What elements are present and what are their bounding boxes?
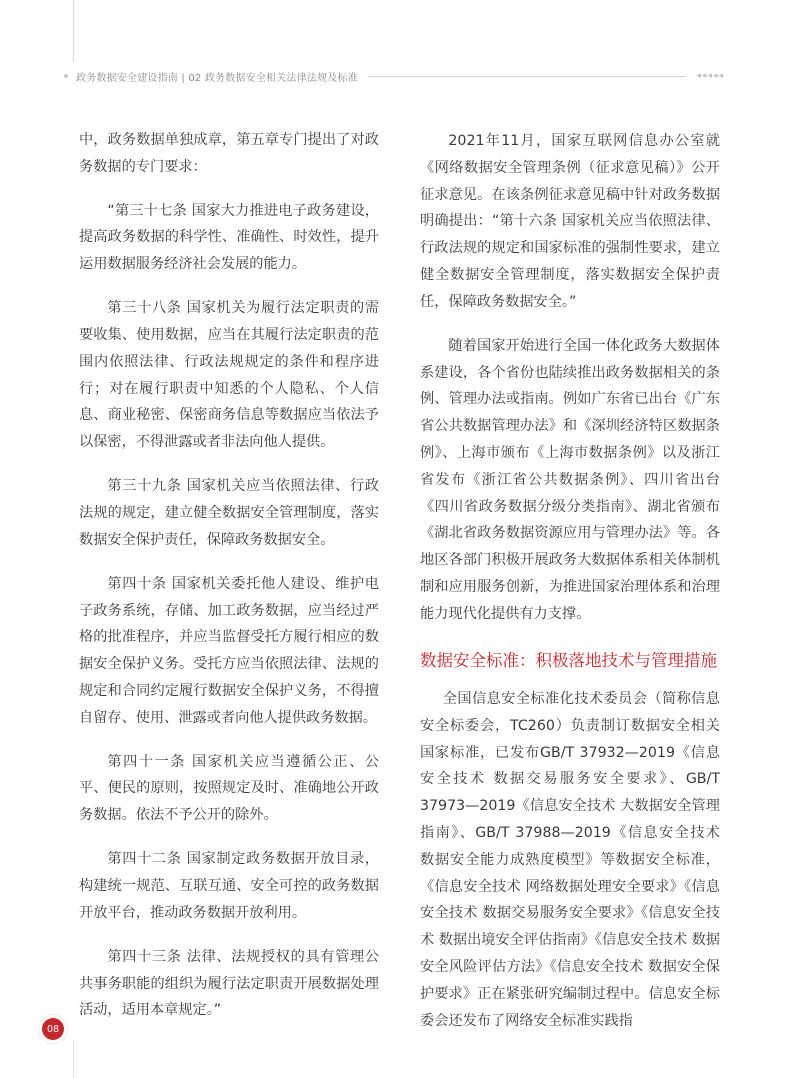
left-paragraph-2: “第三十七条 国家大力推进电子政务建设，提高政务数据的科学性、准确性、时效性，提升运用数据服务经济社会发展的能力。: [79, 202, 379, 273]
section-heading: 数据安全标准：积极落地技术与管理措施: [420, 651, 717, 670]
header-title: 政务数据安全建设指南 | 02 政务数据安全相关法律法规及标准: [76, 72, 358, 84]
left-paragraph-1: 中，政务数据单独成章，第五章专门提出了对政务数据的专门要求：: [79, 132, 379, 175]
section-body: [420, 686, 720, 1052]
header-bullet-icon: [64, 74, 68, 78]
right-column: [420, 128, 720, 645]
left-column: [79, 127, 379, 1041]
top-vertical-rule: [73, 0, 74, 62]
left-paragraph-3: 第三十八条 国家机关为履行法定职责的需要收集、使用数据，应当在其履行法定职责的范围内依照法律、行政法规规定的条件和程序进行；对在履行职责中知悉的个人隐私、个人信息、商业秘密、保密商务信息等数据应当依法予以保密，不得泄露或者非法向他人提供。: [79, 300, 379, 451]
header-arrows-icon: ◂◂◂◂◂: [696, 71, 724, 81]
left-paragraph-6: 第四十一条 国家机关应当遵循公正、公平、便民的原则，按照规定及时、准确地公开政务数据。依法不予公开的除外。: [79, 753, 379, 824]
header-divider: [368, 76, 687, 77]
right-paragraph-1: 2021年11月，国家互联网信息办公室就《网络数据安全管理条例（征求意见稿）》公开征求意见。在该条例征求意见稿中针对政务数据明确提出：“第十六条 国家机关应当依照法律、行政法规的规定和国家标准的强制性要求，建立健全数据安全管理制度，落实数据安全保护责任，保障政务数据安全。”: [420, 133, 720, 310]
left-paragraph-7: 第四十二条 国家制定政务数据开放目录，构建统一规范、互联互通、安全可控的政务数据开放平台，推动政务数据开放利用。: [79, 851, 379, 921]
section-paragraph: 全国信息安全标准化技术委员会（简称信息安全标委会，TC260）负责制订数据安全相关国家标准，已发布GB/T 37932—2019《信息安全技术 数据交易服务安全要求》、GB/T 37973—2019《信息安全技术 大数据安全管理指南》、GB/T 37988—2019《信息安全技术 数据安全能力成熟度模型》等数据安全标准，《信息安全技术 网络数据处理安全要求》《信息安全技术 数据交易服务安全要求》《信息安全技术 数据出境安全评估指南》《信息安全技术 数据安全风险评估方法》《信息安全技术 数据安全保护要求》正在紧张研究编制过程中。信息安全标委会还发布了网络安全标准实践指: [420, 691, 720, 1029]
left-paragraph-8: 第四十三条 法律、法规授权的具有管理公共事务职能的组织为履行法定职责开展数据处理活动，适用本章规定。”: [79, 948, 379, 1019]
bottom-vertical-rule: [73, 1040, 74, 1078]
right-paragraph-2: 随着国家开始进行全国一体化政务大数据体系建设，各个省份也陆续推出政务数据相关的条例、管理办法或指南。例如广东省已出台《广东省公共数据管理办法》和《深圳经济特区数据条例》、上海市颁布《上海市数据条例》以及浙江省发布《浙江省公共数据条例》、四川省出台《四川省政务数据分级分类指南》、湖北省颁布《湖北省政务数据资源应用与管理办法》等。各地区各部门积极开展政务大数据体系相关体制机制和应用服务创新，为推进国家治理体系和治理能力现代化提供有力支撑。: [420, 337, 720, 622]
running-header: [64, 67, 724, 85]
page-number: 08: [42, 1018, 64, 1040]
left-paragraph-4: 第三十九条 国家机关应当依照法律、行政法规的规定，建立健全数据安全管理制度，落实数据安全保护责任，保障政务数据安全。: [79, 478, 379, 548]
left-paragraph-5: 第四十条 国家机关委托他人建设、维护电子政务系统，存储、加工政务数据，应当经过严格的批准程序，并应当监督受托方履行相应的数据安全保护义务。受托方应当依照法律、法规的规定和合同约定履行数据安全保护义务，不得擅自留存、使用、泄露或者向他人提供政务数据。: [79, 575, 379, 726]
